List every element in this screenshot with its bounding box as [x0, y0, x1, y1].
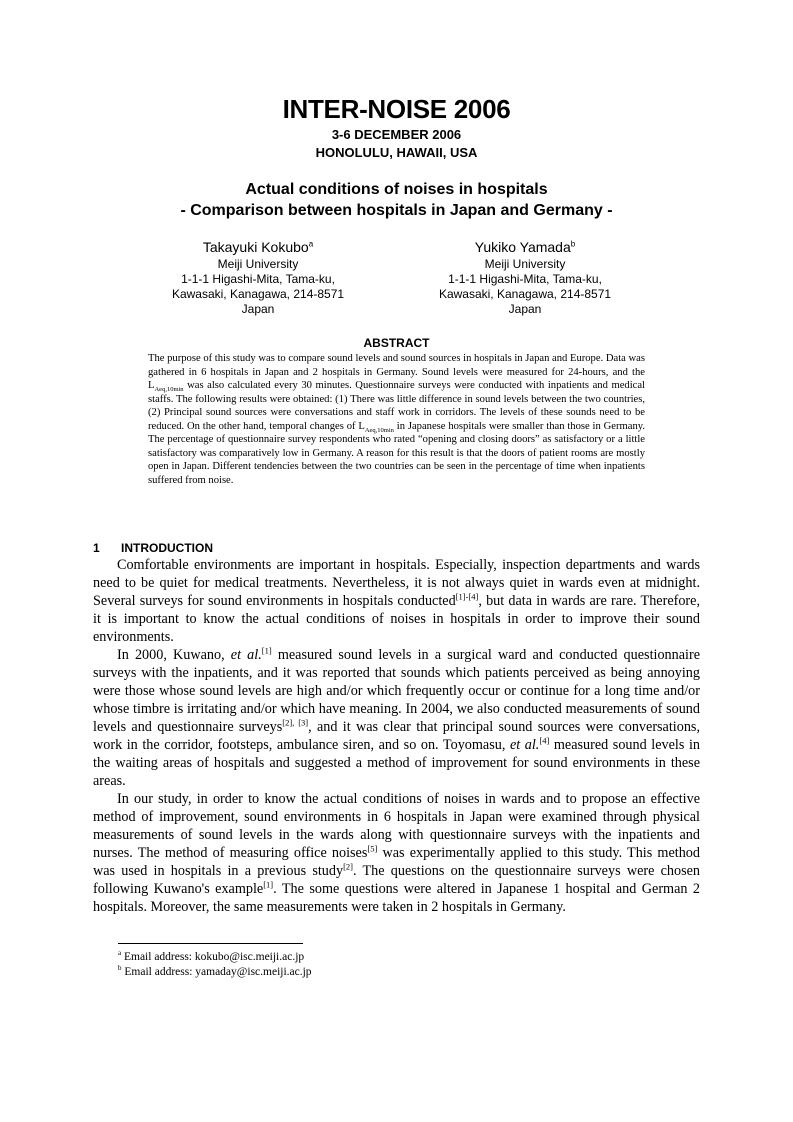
author-country: Japan — [241, 302, 275, 316]
abstract-part: in Japanese hospitals were smaller than those in Germany. The percentage of questionnaire survey respondents who rated “opening and closing doors” as satisfactory or a little satisfactory was comparatively low in Germany. A reason for this result is that the doors of patient rooms are mostly open in Japan. Different tendencies between the two countries can be seen in the percentage of time when inpatients suffered from noise. — [148, 420, 645, 486]
conference-location: HONOLULU, HAWAII, USA — [315, 145, 478, 160]
text-run: , and it was clear that principal sound sources were conversations, work in the corridor, footsteps, ambulance siren, and so on. Toyomasu — [93, 719, 700, 753]
citation: [4] — [539, 735, 550, 746]
text-run: was experimentally applied to this study. This method was used in hospitals in a previous study — [93, 845, 700, 879]
et-al: et al. — [230, 647, 262, 663]
footnote-text: Email address: yamaday@isc.meiji.ac.jp — [121, 966, 312, 978]
footnote-divider — [118, 943, 303, 944]
author-address-line2: Kawasaki, Kanagawa, 214-8571 — [171, 287, 345, 301]
abstract-subscript: Aeq,10min — [154, 386, 184, 394]
footnote-text: Email address: kokubo@isc.meiji.ac.jp — [121, 951, 305, 963]
introduction-body — [93, 556, 700, 916]
author-address-line1: 1-1-1 Higashi-Mita, Tama-ku, — [181, 272, 335, 286]
text-run: , but data in wards are rare. Therefore, it is important to know the actual conditions of noises in hospitals in order to improve their sound environments. — [93, 593, 700, 645]
citation: [2] — [343, 861, 353, 872]
footnotes — [118, 950, 312, 980]
author-country: Japan — [508, 302, 542, 316]
section-number: 1 — [93, 541, 100, 555]
citation: [2], [3] — [282, 717, 309, 728]
text-run: Comfortable environments are important in hospitals. Especially, inspection departments and wards need to be quiet for medical treatments. Nevertheless, it is not always quiet in wards even at midnight. Several surveys for sound environments in hospitals conducted — [93, 557, 700, 609]
abstract-part: was also calculated every 30 minutes. Questionnaire surveys were conducted with inpatients and medical staffs. The following results were obtained: (1) There was little difference in sound levels between the two countries, (2) Principal sound sources were conversations and staff work in corridors. The levels of these sounds need to be reduced. On the other hand, temporal changes of L — [148, 380, 645, 432]
paragraph — [93, 646, 700, 790]
author-name — [395, 237, 655, 257]
text-run: In 2000, Kuwano, — [117, 647, 231, 663]
citation: [5] — [367, 843, 378, 854]
author-address-line2: Kawasaki, Kanagawa, 214-8571 — [438, 287, 612, 301]
author-affiliation: Meiji University — [484, 257, 566, 271]
text-run: measured sound levels in a surgical ward and conducted questionnaire surveys with the inpatients, and it was reported that sounds which patients perceived as being annoying were those whose sound levels are high and/or which frequently occur or continue for a long time and/or whose timbre is irritating and/or which have meaning. In 2004, we also conducted measurements of sound levels and questionnaire surveys — [93, 647, 700, 735]
paper-title-line2: - Comparison between hospitals in Japan and Germany - — [180, 202, 613, 219]
et-al: , et al. — [501, 737, 540, 753]
abstract-heading: ABSTRACT — [363, 336, 430, 350]
paragraph — [93, 556, 700, 646]
author-address-line1: 1-1-1 Higashi-Mita, Tama-ku, — [448, 272, 602, 286]
conference-name: INTER-NOISE 2006 — [282, 94, 511, 124]
paragraph — [93, 790, 700, 916]
footnote-mark: b — [118, 964, 122, 973]
abstract-part: The purpose of this study was to compare sound levels and sound sources in hospitals in Japan and Europe. Data was gathered in 6 hospitals in Japan and 2 hospitals in Germany. Sound levels were measured for 24-hours, and the L — [148, 353, 645, 391]
author-name-text: Takayuki Kokubo — [202, 239, 309, 255]
abstract-text — [148, 352, 645, 487]
author-block-2 — [395, 237, 655, 317]
author-block-1 — [128, 237, 388, 317]
citation: [1]-[4] — [455, 591, 479, 602]
abstract-subscript: Aeq,10min — [364, 426, 394, 434]
author-name-text: Yukiko Yamada — [474, 239, 571, 255]
paper-title-line1: Actual conditions of noises in hospitals — [245, 181, 548, 198]
footnote — [118, 965, 312, 980]
author-affiliation: Meiji University — [217, 257, 299, 271]
footnote — [118, 950, 312, 965]
section-heading — [93, 541, 213, 555]
author-name — [128, 237, 388, 257]
citation: [1] — [263, 879, 274, 890]
text-run: . The questions on the questionnaire surveys were chosen following Kuwano's example — [93, 863, 701, 897]
conference-dates: 3-6 DECEMBER 2006 — [331, 127, 462, 142]
author-footnote-mark: a — [308, 239, 314, 249]
citation: [1] — [261, 645, 272, 656]
footnote-mark: a — [118, 949, 122, 958]
text-run: In our study, in order to know the actual conditions of noises in wards and to propose an effective method of improvement, sound environments in 6 hospitals in Japan were examined through physical measurements of sound levels in the wards along with questionnaire surveys with the inpatients and nurses. The method of measuring office noises — [93, 791, 700, 861]
text-run: . The some questions were altered in Japanese 1 hospital and German 2 hospitals. Moreover, the same measurements were taken in 2 hospitals in Germany. — [93, 881, 700, 915]
section-title: INTRODUCTION — [121, 541, 213, 555]
author-footnote-mark: b — [570, 239, 576, 249]
text-run: measured sound levels in the waiting areas of hospitals and suggested a method of improvement for sound environments in these areas. — [93, 737, 700, 789]
